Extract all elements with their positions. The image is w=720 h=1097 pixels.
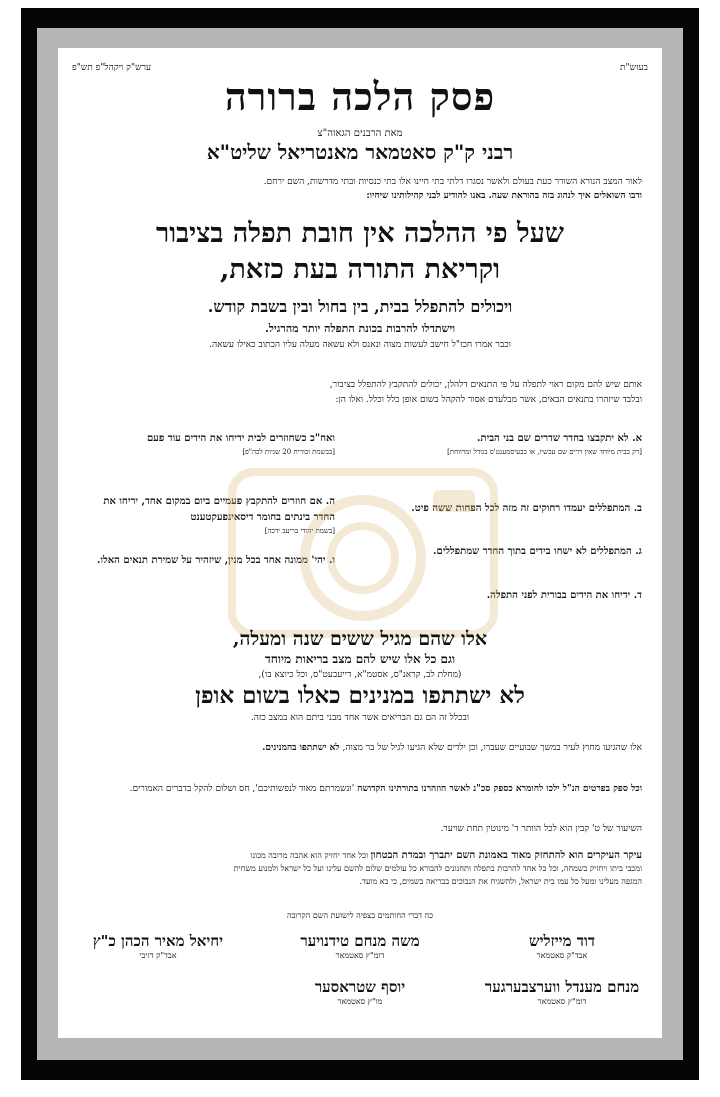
item-a-cont-text: ואח"כ כשחוזרים לבית ידיחו את הידים עוד פעם: [146, 433, 335, 444]
note-2: [78, 782, 642, 797]
item-a-cont-note: [בבשמת ובורית 20 שניות לכה"פ]: [242, 448, 335, 456]
item-b-letter: ב.: [633, 503, 642, 514]
signature-2: [270, 932, 450, 960]
note-2a: וכל ספק בפרטים הנ"ל ילכו לחומרא כספק סכ"נ לאשר הוזהרנו בתורתינו הקדושה: [354, 784, 642, 794]
page-title: פסק הלכה ברורה: [224, 74, 496, 119]
signature-2-name: משה מנחם טידנויער: [300, 932, 420, 950]
header-corner-right: בעזש"ת: [620, 63, 648, 73]
signature-5-name: יוסף שטראסער: [314, 978, 406, 996]
ruling-headline-1: שעל פי ההלכה אין חובת תפלה בציבור: [155, 218, 564, 249]
signature-3: [68, 932, 248, 960]
item-b-text: המתפללים יעמדו רחוקים זה מזה לכל הפחות ששה פיט.: [411, 503, 631, 514]
conditions-line-1: אותם שיש להם מקום ראוי לתפלה על פי התנאים דלהלן, יכולים להתקבץ להתפלל בציבור,: [329, 380, 642, 390]
signature-2-title: דומ"ץ סאטמאר: [335, 951, 385, 960]
item-d-letter: ד.: [633, 590, 642, 601]
signature-4-name: מנחם מענדל ווערצבערגער: [484, 978, 640, 996]
note-5: ומכבי ביתו ויחזיק בשמחה, וכל כל אחד להרבות בתפלה ותחנונים להבורא כל עולמים שלום להשם עלינו ועל כל ישראל ולמנוע משחית: [233, 864, 642, 873]
signature-3-title: אבד"ק דזיבי: [139, 951, 177, 960]
note-6: המגפה מעלינו ומעל כל עמו בית ישראל, ולהשגיח את הנבוכים בבריאה בשמים, כי בא מועד.: [359, 877, 642, 886]
watermark-camera-icon: [228, 468, 498, 638]
note-1: [78, 741, 642, 756]
header-corner-left: ערש"ק ויקהל"פ תש"פ: [72, 63, 152, 73]
signature-5-title: מו"ץ סאטמאר: [337, 997, 383, 1006]
note-3: השיעור של ט' קבין הוא לכל הוותר ד' מינוטין תחת שויער.: [440, 824, 642, 834]
signature-1-title: אבד"ק סאטמאר: [536, 951, 588, 960]
document-page: [58, 48, 662, 1038]
ruling-headline-2: וקריאת התורה בעת כזאת,: [219, 254, 501, 285]
signoff-line: כה דברי החותמים בצפיה לישועת השם הקרובה: [286, 911, 434, 920]
ruling-line-5: וכבר אמרו חכז"ל חישב לעשות מצוה ונאנס ולא עשאה מעלה עליו הכתוב כאילו עשאה.: [209, 340, 511, 350]
note-2b: 'ונשמרתם מאוד לנפשותיכם', חס ושלום להקל בדברים האמורים.: [129, 784, 355, 794]
conditions-paragraph: [78, 378, 642, 408]
item-a: [352, 431, 642, 458]
signature-4-title: דומ"ץ סאטמאר: [537, 997, 587, 1006]
item-h-note: [בשמת יהודי בריעב ידכה]: [264, 527, 335, 535]
signature-5: [270, 978, 450, 1006]
item-d-text: ידיחו את הידים בבורית לפני התפלה.: [486, 590, 631, 601]
warning-line-4: לא ישתתפו במנינים כאלו בשום אופן: [195, 682, 525, 709]
ruling-line-3: ויכולים להתפלל בבית, בין בחול ובין בשבת קודש.: [207, 297, 513, 316]
item-a-note: [רק בבית מיוחד שאין דרים שם עכשיו, או בבעיסמענט'ס בגודל ומרווחת]: [447, 448, 642, 456]
warning-line-2: וגם כל אלו שיש להם מצב בריאות מיוחד: [264, 652, 456, 666]
note-4: [78, 849, 642, 888]
warning-line-5: ובכלל זה הם גם הבריאים אשר אחד מבני ביתם הוא במצב כזה.: [250, 713, 470, 723]
note-1a: אלו שהגיעו מחוץ לעיר במשך שבועיים שעברו, וכן ילדים שלא הגיעו לגיל של בר מצוה,: [339, 743, 642, 753]
signature-1-name: דוד מייזליש: [529, 932, 595, 950]
note-4a: עיקר העיקרים הוא להתחזק מאוד באמונת השם יתברך ובמדת הבטחון: [370, 850, 642, 861]
item-v-letter: ו.: [328, 555, 335, 566]
ruling-line-4: וישתדלו להרבות בכונת התפלה יותר מהרגיל.: [264, 322, 456, 335]
item-g-text: המתפללים לא ישחו בידים בתוך החדר שמתפללים.: [432, 546, 632, 557]
warning-line-1: אלו שהם מגיל ששים שנה ומעלה,: [232, 628, 488, 650]
signature-1: [472, 932, 652, 960]
intro-line-1: לאור המצב הנורא השורר כעת בעולם ולאשר נסגרו דלתי בתי חיינו אלו בתי כנסיות ובתי מדרשות, השם ירחם.: [263, 177, 642, 187]
item-a-continued: [80, 431, 335, 458]
rabbis-line: רבני ק"ק סאטמאר מאנטריאל שליט"א: [206, 140, 514, 164]
item-v-text: יהי' ממונה אחד בכל מנין, שיזהיר על שמירת תנאים האלו.: [97, 555, 326, 566]
note-1b: לא ישתתפו בהמנינים.: [262, 743, 340, 753]
item-a-text: לא יתקבצו בחדר שדרים שם בני הבית.: [477, 433, 629, 444]
from-line: מאת הרבנים הגאוה"צ: [317, 128, 403, 139]
intro-paragraph: [78, 175, 642, 203]
intro-line-2: ודבו השואלים איך לנהוג בזה בהוראת שעה. באנו להודיע לבני קהילותינו שיחיו:: [366, 191, 642, 201]
item-a-letter: א.: [632, 433, 642, 444]
warning-line-3: (מחלת לב, קראנ"ס, אסטמ"א, דייעבעט"ס, וכל כיוצא בו),: [258, 670, 462, 680]
item-g-letter: ג.: [635, 546, 642, 557]
item-h-text: אם חוזרים להתקבץ פעמיים ביום במקום אחד, יריחו את החדר בינתים בחומר דיסאינפעקטענט: [103, 496, 335, 523]
note-4b: וכל אחד יחזיק הוא אהבה מרובה מכונו: [250, 851, 371, 860]
item-h-letter: ה.: [325, 496, 335, 507]
signature-3-name: יחיאל מאיר הכהן כ"ץ: [92, 932, 224, 950]
conditions-line-2: ובלבד שיזהרו בתנאים הבאים, אשר מבלעדם אסור להקהל בשום אופן כלל וכלל. ואלו הן:: [335, 395, 642, 405]
signature-4: [472, 978, 652, 1006]
